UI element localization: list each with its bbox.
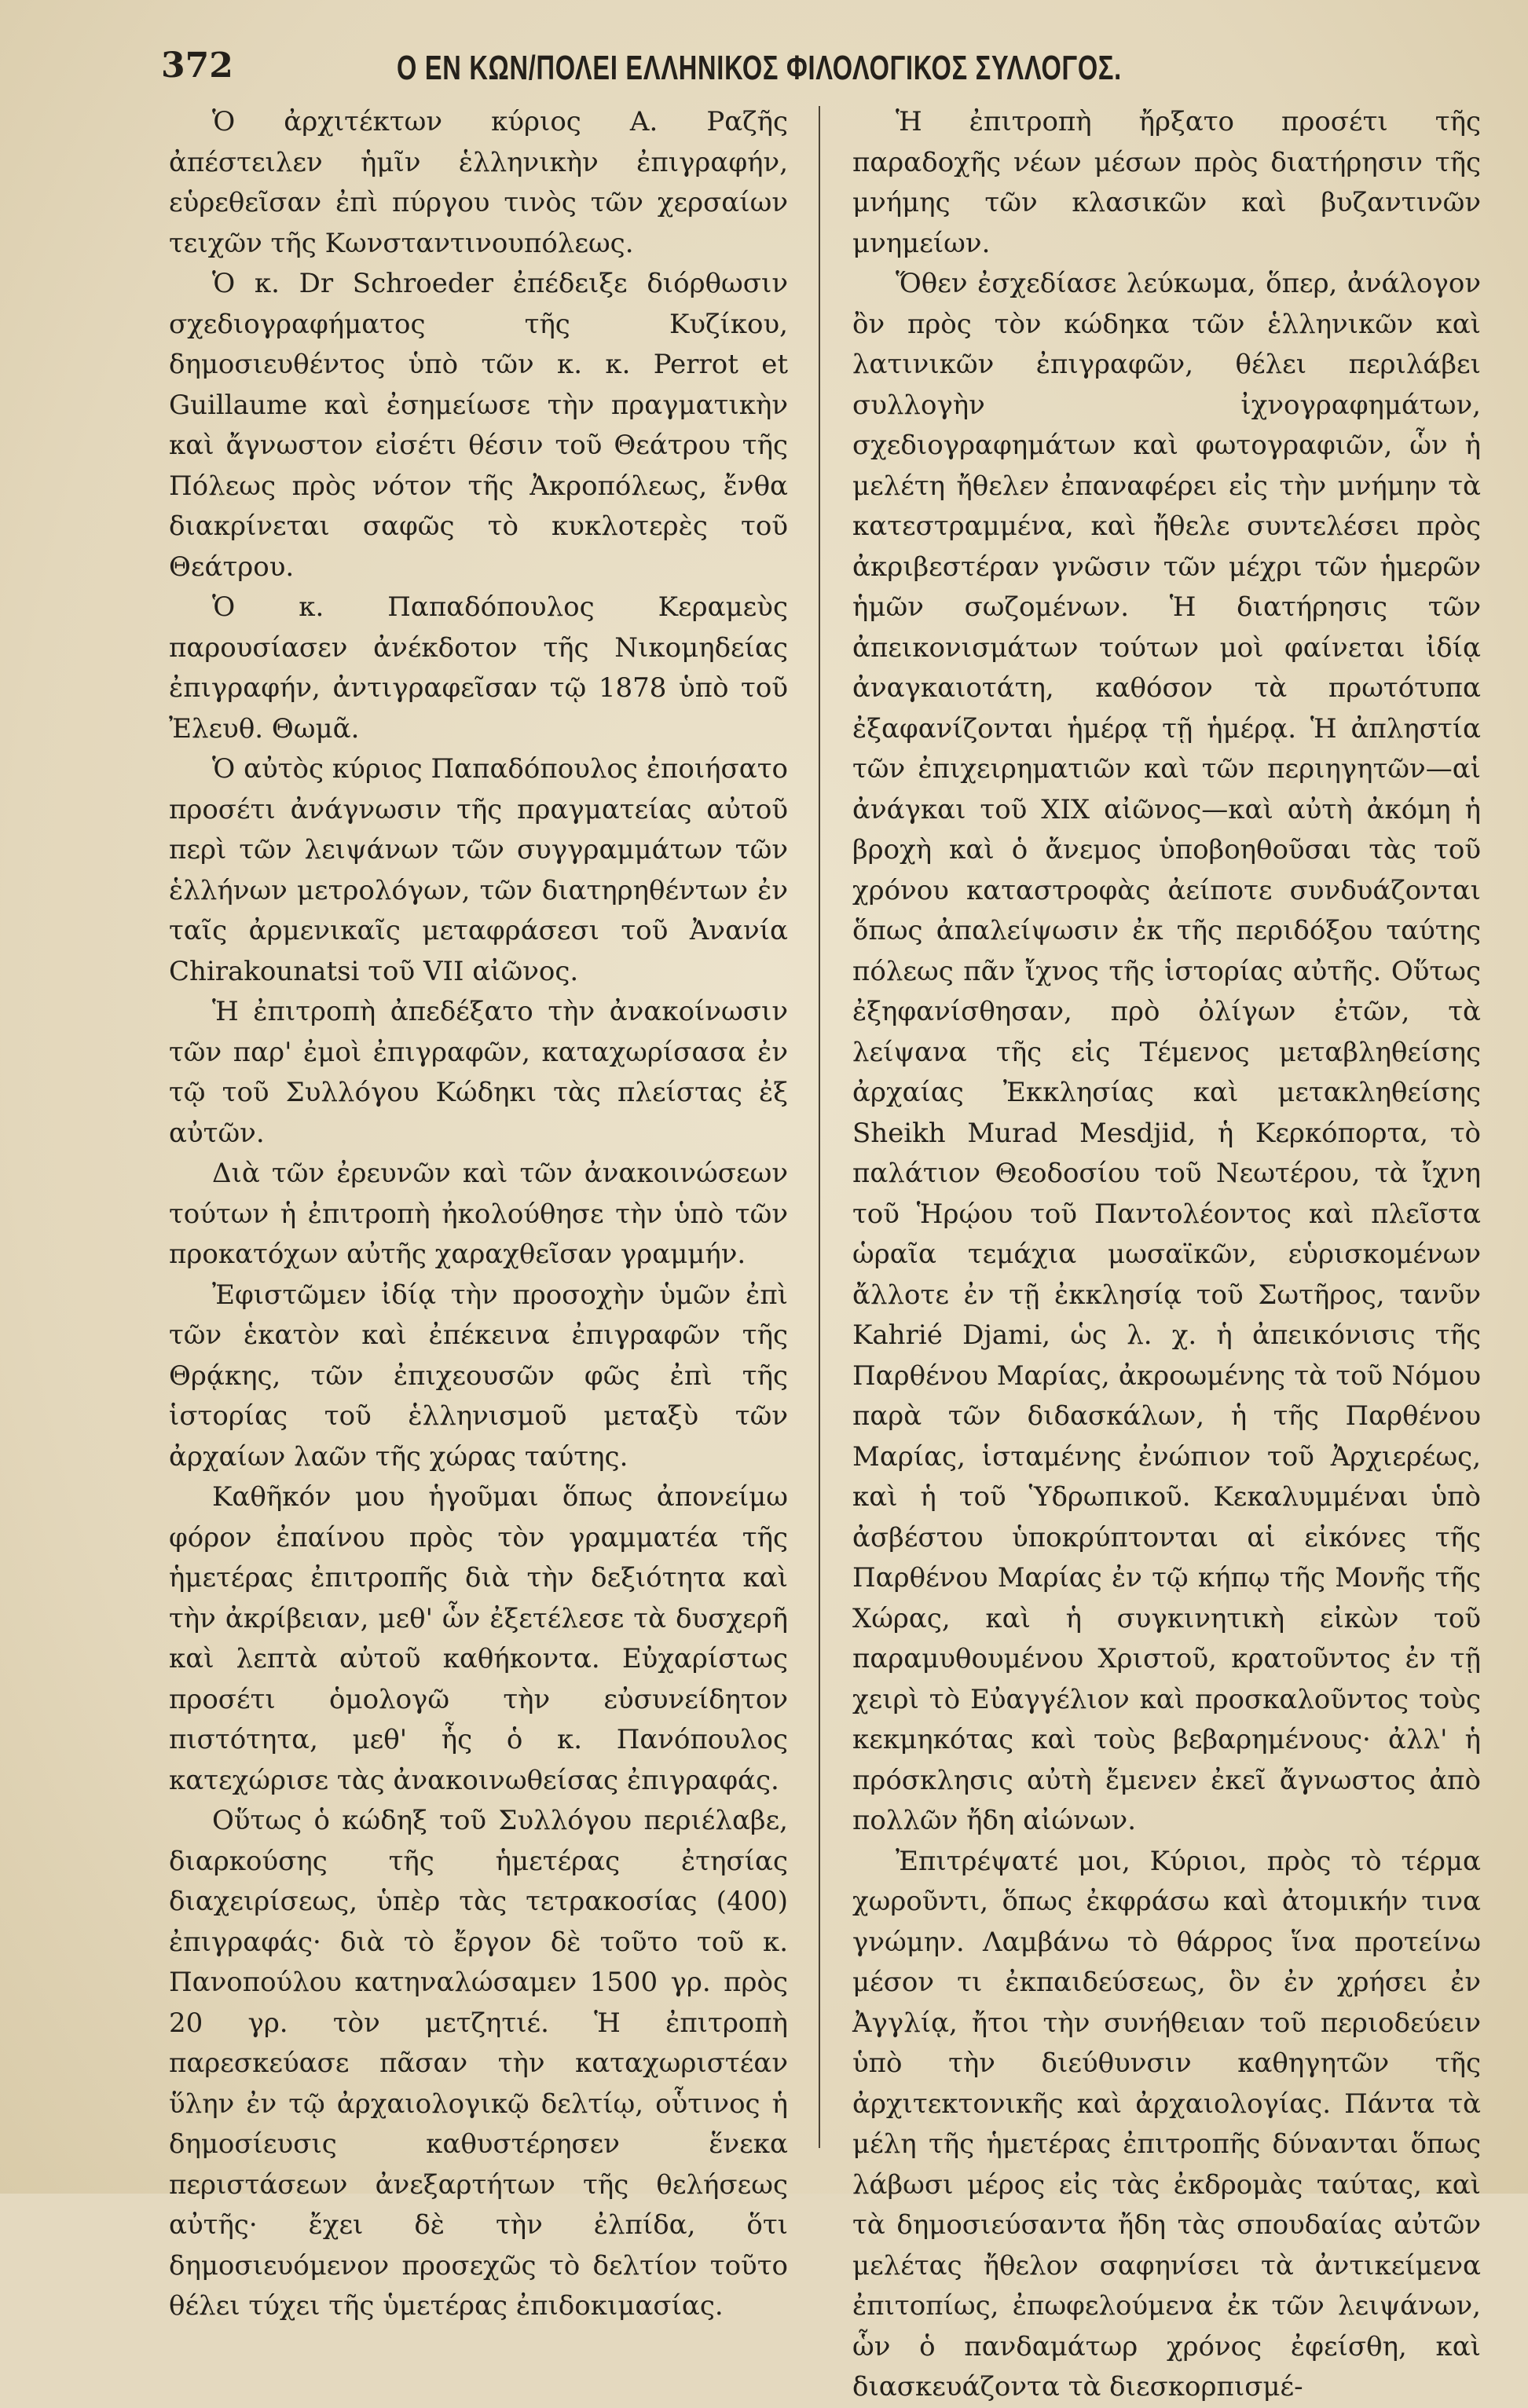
page-header (161, 41, 1465, 96)
paragraph: Ἐπιτρέψατέ μοι, Κύριοι, πρὸς τὸ τέρμα χωροῦντι, ὅπως ἐκφράσω καὶ ἀτομικήν τινα γνώμην. Λαμβάνω τὸ θάρρος ἵνα προτείνω μέσον τι ἐκπαιδεύσεως, ὃν ἐν χρήσει ἐν Ἀγγλίᾳ, ἤτοι τὴν συνήθειαν τοῦ περιοδεύειν ὑπὸ τὴν διεύθυνσιν καθηγητῶν τῆς ἀρχιτεκτονικῆς καὶ ἀρχαιολογίας. Πάντα τὰ μέλη τῆς ἡμετέρας ἐπιτροπῆς δύνανται ὅπως λάβωσι μέρος εἰς τὰς ἐκδρομὰς ταύτας, καὶ τὰ δημοσιεύσαντα ἤδη τὰς σπουδαίας αὐτῶν μελέτας ἤθελον σαφηνίσει τὰ ἀντικείμενα ἐπιτοπίως, ἐπωφελούμενα ἐκ τῶν λειψάνων, ὧν ὁ πανδαμάτωρ χρόνος ἐφείσθη, καὶ διασκευάζοντα τὰ διεσκορπισμέ- (852, 1845, 1481, 2403)
paragraph: Ἐφιστῶμεν ἰδίᾳ τὴν προσοχὴν ὑμῶν ἐπὶ τῶν ἑκατὸν καὶ ἐπέκεινα ἐπιγραφῶν τῆς Θρᾴκης, τῶν ἐπιχεουσῶν φῶς ἐπὶ τῆς ἱστορίας τοῦ ἑλληνισμοῦ μεταξὺ τῶν ἀρχαίων λαῶν τῆς χώρας ταύτης. (169, 1279, 788, 1473)
left-column (169, 102, 788, 2322)
paragraph: Ὁ αὐτὸς κύριος Παπαδόπουλος ἐποιήσατο προσέτι ἀνάγνωσιν τῆς πραγματείας αὐτοῦ περὶ τῶν λειψάνων τῶν συγγραμμάτων τῶν ἑλλήνων μετρολόγων, τῶν διατηρηθέντων ἐν ταῖς ἀρμενικαῖς μεταφράσεσι τοῦ Ἀνανία Chirakounatsi τοῦ VII αἰῶνος. (169, 753, 788, 987)
paragraph: Ἡ ἐπιτροπὴ ἤρξατο προσέτι τῆς παραδοχῆς νέων μέσων πρὸς διατήρησιν τῆς μνήμης τῶν κλασικῶν καὶ βυζαντινῶν μνημείων. (852, 106, 1481, 259)
paragraph: Ὅθεν ἐσχεδίασε λεύκωμα, ὅπερ, ἀνάλογον ὂν πρὸς τὸν κώδηκα τῶν ἑλληνικῶν καὶ λατινικῶν ἐπιγραφῶν, θέλει περιλάβει συλλογὴν ἰχνογραφημάτων, σχεδιογραφημάτων καὶ φωτογραφιῶν, ὧν ἡ μελέτη ἤθελεν ἐπαναφέρει εἰς τὴν μνήμην τὰ κατεστραμμένα, καὶ ἤθελε συντελέσει πρὸς ἀκριβεστέραν γνῶσιν τῶν μέχρι τῶν ἡμερῶν ἡμῶν σωζομένων. Ἡ διατήρησις τῶν ἀπεικονισμάτων τούτων μοὶ φαίνεται ἰδίᾳ ἀναγκαιοτάτη, καθόσον τὰ πρωτότυπα ἐξαφανίζονται ἡμέρᾳ τῇ ἡμέρᾳ. Ἡ ἀπληστία τῶν ἐπιχειρηματιῶν καὶ τῶν περιηγητῶν—αἱ ἀνάγκαι τοῦ XIX αἰῶνος—καὶ αὐτὴ ἀκόμη ἡ βροχὴ καὶ ὁ ἄνεμος ὑποβοηθοῦσαι τὰς τοῦ χρόνου καταστροφὰς ἀείποτε συνδυάζονται ὅπως ἀπαλείψωσιν ἐκ τῆς περιδόξου ταύτης πόλεως πᾶν ἴχνος τῆς ἱστορίας αὐτῆς. Οὕτως ἐξηφανίσθησαν, πρὸ ὀλίγων ἐτῶν, τὰ λείψανα τῆς εἰς Τέμενος μεταβληθείσης ἀρχαίας Ἐκκλησίας καὶ μετακληθείσης Sheikh Murad Mesdjid, ἡ Κερκόπορτα, τὸ παλάτιον Θεοδοσίου τοῦ Νεωτέρου, τὰ ἴχνη τοῦ Ἡρῴου τοῦ Παντολέοντος καὶ πλεῖστα ὡραῖα τεμάχια μωσαϊκῶν, εὑρισκομένων ἄλλοτε ἐν τῇ ἐκκλησίᾳ τοῦ Σωτῆρος, τανῦν Kahrié Djami, ὡς λ. χ. ἡ ἀπεικόνισις τῆς Παρθένου Μαρίας, ἀκροωμένης τὰ τοῦ Νόμου παρὰ τῶν διδασκάλων, ἡ τῆς Παρθένου Μαρίας, ἱσταμένης ἐνώπιον τοῦ Ἀρχιερέως, καὶ ἡ τοῦ Ὑδρωπικοῦ. Κεκαλυμμέναι ὑπὸ ἀσβέστου ὑποκρύπτονται αἱ εἰκόνες τῆς Παρθένου Μαρίας ἐν τῷ κήπῳ τῆς Μονῆς τῆς Χώρας, καὶ ἡ συγκινητικὴ εἰκὼν τοῦ παραμυθουμένου Χριστοῦ, κρατοῦντος ἐν τῇ χειρὶ τὸ Εὐαγγέλιον καὶ προσκαλοῦντος τοὺς κεκμηκότας καὶ τοὺς βεβαρημένους· ἀλλ' ἡ πρόσκλησις αὐτὴ ἔμενεν ἐκεῖ ἄγνωστος ἀπὸ πολλῶν ἤδη αἰώνων. (852, 268, 1481, 1836)
paragraph: Οὕτως ὁ κώδηξ τοῦ Συλλόγου περιέλαβε, διαρκούσης τῆς ἡμετέρας ἐτησίας διαχειρίσεως, ὑπὲρ τὰς τετρακοσίας (400) ἐπιγραφάς· διὰ τὸ ἔργον δὲ τοῦτο τοῦ κ. Πανοπούλου κατηναλώσαμεν 1500 γρ. πρὸς 20 γρ. τὸν μετζητιέ. Ἡ ἐπιτροπὴ παρεσκεύασε πᾶσαν τὴν καταχωριστέαν ὕλην ἐν τῷ ἀρχαιολογικῷ δελτίῳ, οὗτινος ἡ δημοσίευσις καθυστέρησεν ἕνεκα περιστάσεων ἀνεξαρτήτων τῆς θελήσεως αὐτῆς· ἔχει δὲ τὴν ἐλπίδα, ὅτι δημοσιευόμενον προσεχῶς τὸ δελτίον τοῦτο θέλει τύχει τῆς ὑμετέρας ἐπιδοκιμασίας. (169, 1805, 788, 2322)
paragraph: Διὰ τῶν ἐρευνῶν καὶ τῶν ἀνακοινώσεων τούτων ἡ ἐπιτροπὴ ἠκολούθησε τὴν ὑπὸ τῶν προκατόχων αὐτῆς χαραχθεῖσαν γραμμήν. (169, 1158, 788, 1270)
page-number: 372 (161, 46, 233, 86)
paragraph: Ὁ κ. Dr Schroeder ἐπέδειξε διόρθωσιν σχεδιογραφήματος τῆς Κυζίκου, δημοσιευθέντος ὑπὸ τῶν κ. κ. Perrot et Guillaume καὶ ἐσημείωσε τὴν πραγματικὴν καὶ ἄγνωστον εἰσέτι θέσιν τοῦ Θεάτρου τῆς Πόλεως πρὸς νότον τῆς Ἀκροπόλεως, ἔνθα διακρίνεται σαφῶς τὸ κυκλοτερὲς τοῦ Θεάτρου. (169, 268, 788, 583)
right-column (852, 102, 1481, 2403)
paragraph: Ὁ ἀρχιτέκτων κύριος Α. Ραζῆς ἀπέστειλεν ἡμῖν ἑλληνικὴν ἐπιγραφήν, εὑρεθεῖσαν ἐπὶ πύργου τινὸς τῶν χερσαίων τειχῶν τῆς Κωνσταντινουπόλεως. (169, 106, 788, 259)
paragraph: Ἡ ἐπιτροπὴ ἀπεδέξατο τὴν ἀνακοίνωσιν τῶν παρ' ἐμοὶ ἐπιγραφῶν, καταχωρίσασα ἐν τῷ τοῦ Συλλόγου Κώδηκι τὰς πλείστας ἐξ αὐτῶν. (169, 996, 788, 1149)
paragraph: Καθῆκόν μου ἡγοῦμαι ὅπως ἀπονείμω φόρον ἐπαίνου πρὸς τὸν γραμματέα τῆς ἡμετέρας ἐπιτροπῆς διὰ τὴν δεξιότητα καὶ τὴν ἀκρίβειαν, μεθ' ὧν ἐξετέλεσε τὰ δυσχερῆ καὶ λεπτὰ αὐτοῦ καθήκοντα. Εὐχαρίστως προσέτι ὁμολογῶ τὴν εὐσυνείδητον πιστότητα, μεθ' ἧς ὁ κ. Πανόπουλος κατεχώρισε τὰς ἀνακοινωθείσας ἐπιγραφάς. (169, 1481, 788, 1796)
paragraph: Ὁ κ. Παπαδόπουλος Κεραμεὺς παρουσίασεν ἀνέκδοτον τῆς Νικομηδείας ἐπιγραφήν, ἀντιγραφεῖσαν τῷ 1878 ὑπὸ τοῦ Ἐλευθ. Θωμᾶ. (169, 591, 788, 745)
column-divider (819, 106, 820, 2148)
running-head: Ο ΕΝ ΚΩΝ/ΠΟΛΕΙ ΕΛΛΗΝΙΚΟΣ ΦΙΛΟΛΟΓΙΚΟΣ ΣΥΛΛΟΓΟΣ. (397, 49, 1122, 87)
